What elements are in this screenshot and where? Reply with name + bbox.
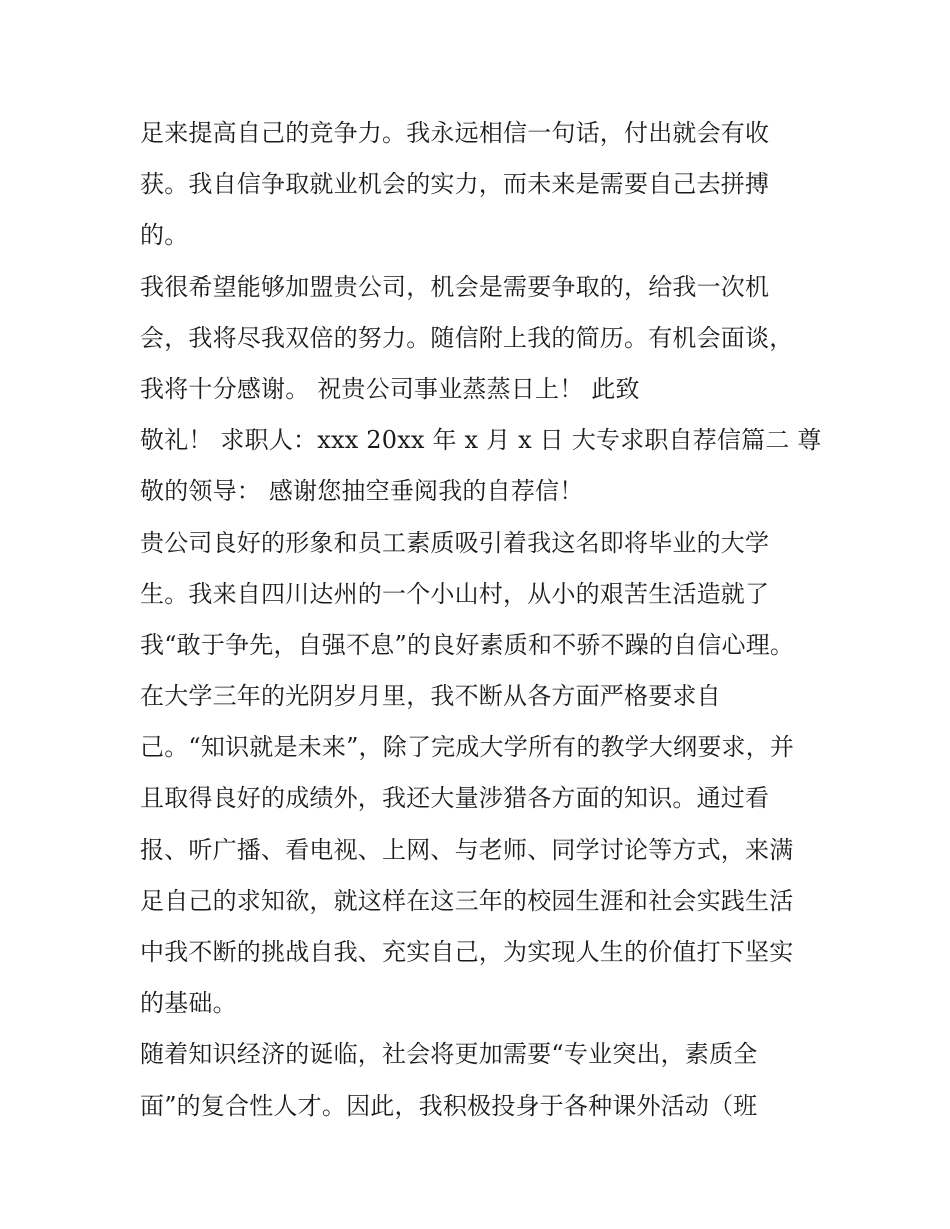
text-line: 敬礼！ 求职人：xxx 20xx 年 x 月 x 日 大专求职自荐信篇二 尊 [140,426,822,455]
text-line: 的基础。 [140,989,237,1018]
text-line: 我很希望能够加盟贵公司，机会是需要争取的，给我一次机 [140,272,770,301]
text-line: 己。“知识就是未来”，除了完成大学所有的教学大纲要求，并 [140,733,795,762]
text-line: 在大学三年的光阴岁月里，我不断从各方面严格要求自 [140,682,721,711]
text-line: 面”的复合性人才。因此，我积极投身于各种课外活动（班 [140,1091,758,1120]
text-line: 且取得良好的成绩外，我还大量涉猎各方面的知识。通过看 [140,784,770,813]
text-line: 随着知识经济的诞临，社会将更加需要“专业突出，素质全 [140,1040,758,1069]
text-line: 贵公司良好的形象和员工素质吸引着我这名即将毕业的大学 [140,528,770,557]
text-line: 报、听广播、看电视、上网、与老师、同学讨论等方式，来满 [140,835,794,864]
text-line: 敬的领导： 感谢您抽空垂阅我的自荐信！ [140,477,584,506]
text-line: 足来提高自己的竞争力。我永远相信一句话，付出就会有收 [140,119,770,147]
letter-body [140,108,840,1132]
text-line: 获。我自信争取就业机会的实力，而未来是需要自己去拼搏 [140,170,770,199]
text-line: 会，我将尽我双倍的努力。随信附上我的简历。有机会面谈， [140,323,794,352]
text-line: 的。 [140,221,189,250]
text-line: 我“敢于争先，自强不息”的良好素质和不骄不躁的自信心理。 [140,630,795,659]
text-line: 生。我来自四川达州的一个小山村，从小的艰苦生活造就了 [140,579,770,608]
text-line: 足自己的求知欲，就这样在这三年的校园生涯和社会实践生活 [140,886,794,915]
text-line: 中我不断的挑战自我、充实自己，为实现人生的价值打下坚实 [140,938,794,966]
text-line: 我将十分感谢。 祝贵公司事业蒸蒸日上！ 此致 [140,374,640,403]
